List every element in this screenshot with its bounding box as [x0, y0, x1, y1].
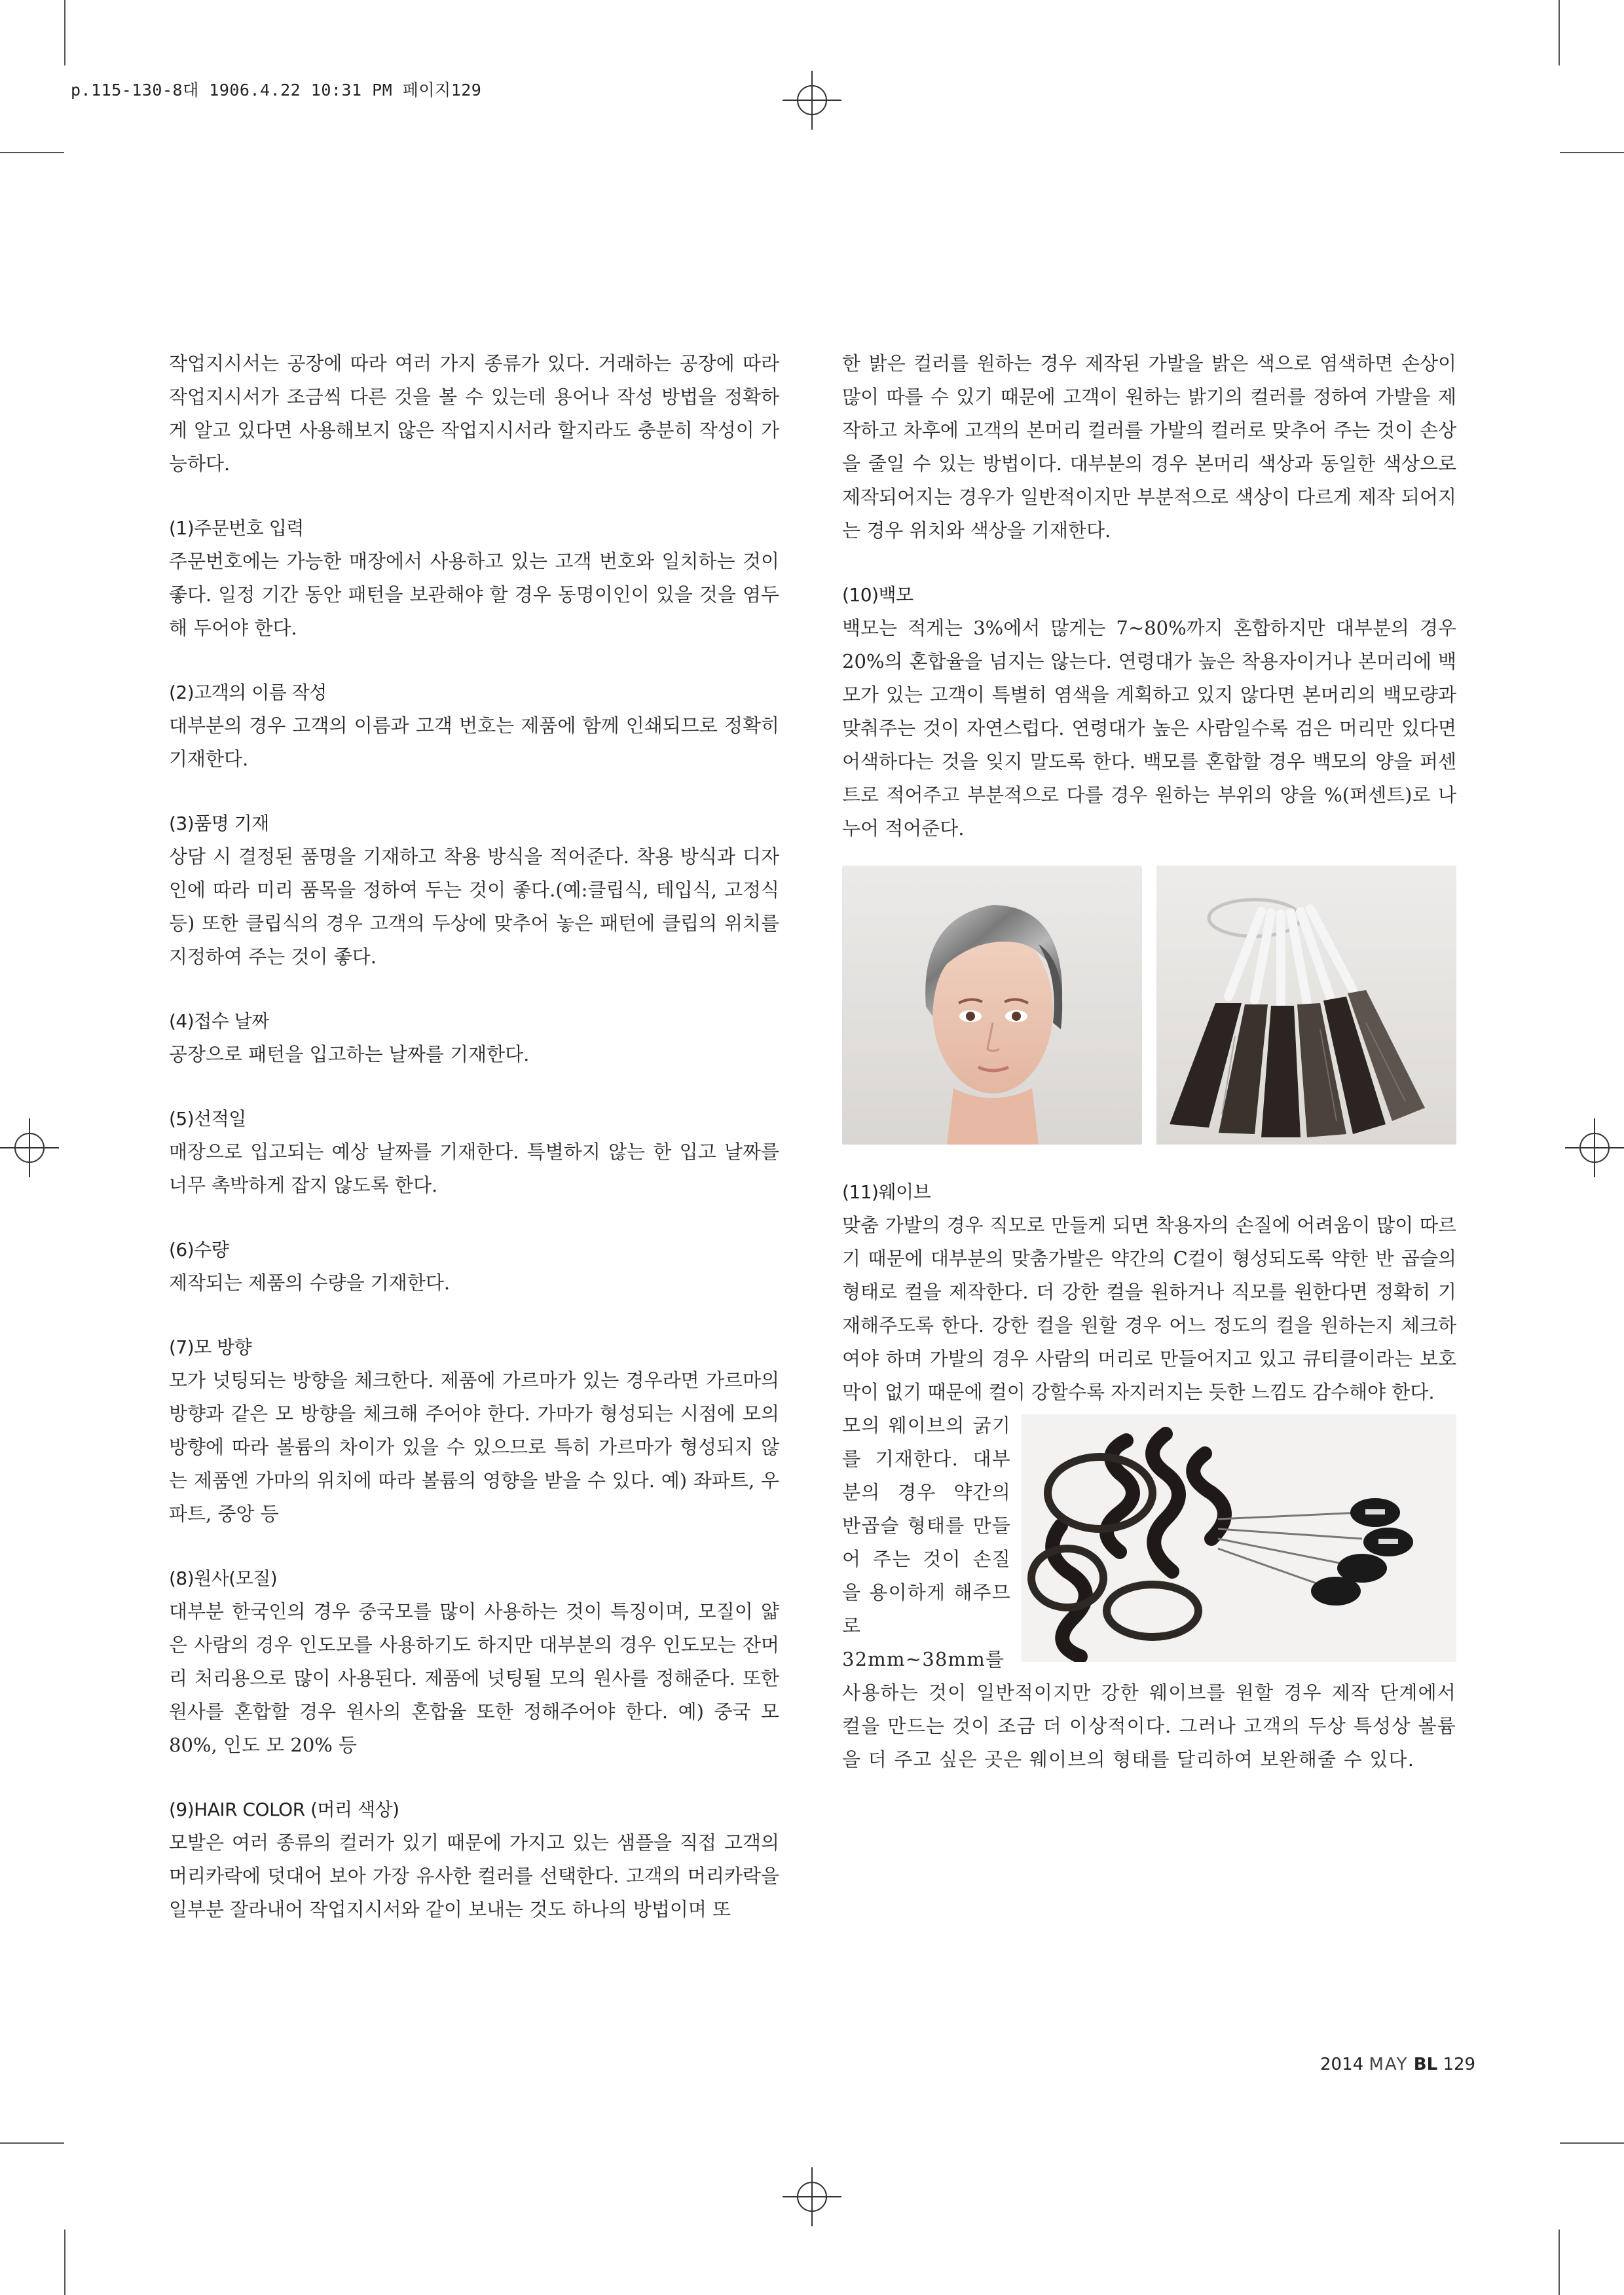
- section-hair-material: [169, 1562, 779, 1762]
- section-quantity: [169, 1233, 779, 1300]
- section-heading: (1)주문번호 입력: [169, 517, 304, 539]
- section-body: 주문번호에는 가능한 매장에서 사용하고 있는 고객 번호와 일치하는 것이 좋다. 일정 기간 동안 패턴을 보관해야 할 경우 동명이인이 있을 것을 염두 해 두어야 한다.: [169, 550, 779, 639]
- right-column: [842, 347, 1456, 1776]
- section-body: 모발은 여러 종류의 컬러가 있기 때문에 가지고 있는 샘플을 직접 고객의 머리카락에 덧대어 보아 가장 유사한 컬러를 선택한다. 고객의 머리카락을 일부분 잘라내어 작업지시서와 같이 보내는 것도 하나의 방법이며 또: [169, 1831, 779, 1920]
- crop-mark: [0, 2142, 64, 2144]
- section-body: 제작되는 제품의 수량을 기재한다.: [169, 1272, 451, 1294]
- section-heading: (2)고객의 이름 작성: [169, 682, 327, 703]
- footer-magazine: BL: [1413, 2055, 1438, 2074]
- section-shipping-date: [169, 1102, 779, 1202]
- crop-mark: [1560, 152, 1624, 153]
- section-heading: (7)모 방향: [169, 1336, 252, 1358]
- registration-mark-icon: [783, 2167, 841, 2226]
- crop-mark: [1560, 2142, 1624, 2144]
- section-product-name: [169, 807, 779, 974]
- continued-paragraph: 한 밝은 컬러를 원하는 경우 제작된 가발을 밝은 색으로 염색하면 손상이 많이 따를 수 있기 때문에 고객이 원하는 밝기의 컬러를 정하여 가발을 제작하고 차후에 고객의 본머리 컬러를 가발의 컬러로 맞추어 주는 것이 손상을 줄일 수 있는 방법이다. 대부분의 경우 본머리 색상과 동일한 색상으로 제작되어지는 경우가 일반적이지만 부분적으로 색상이 다르게 제작 되어지는 경우 위치와 색상을 기재한다.: [842, 352, 1456, 542]
- section-customer-name: [169, 676, 779, 776]
- crop-mark: [1559, 2230, 1560, 2295]
- wave-swatch-photo: [1022, 1414, 1456, 1662]
- photo-row: [842, 866, 1456, 1145]
- registration-mark-icon: [783, 71, 841, 130]
- section-heading: (6)수량: [169, 1239, 229, 1260]
- section-heading: (10)백모: [842, 584, 913, 606]
- hair-swatch-ring-photo: [1156, 866, 1456, 1145]
- crop-mark: [1559, 0, 1560, 65]
- registration-mark-icon: [1565, 1118, 1624, 1177]
- crop-mark: [0, 152, 64, 153]
- section-hair-color: [169, 1793, 779, 1926]
- section-heading: (11)웨이브: [842, 1181, 931, 1203]
- crop-mark: [64, 2230, 65, 2295]
- wave-text-with-photo: [842, 1409, 1456, 1776]
- section-heading: (3)품명 기재: [169, 813, 269, 834]
- footer-month: MAY: [1369, 2055, 1409, 2074]
- section-gray-hair: [842, 578, 1456, 845]
- section-receipt-date: [169, 1004, 779, 1071]
- section-order-number: [169, 511, 779, 645]
- section-body: 상담 시 결정된 품명을 기재하고 착용 방식을 적어준다. 착용 방식과 디자인에 따라 미리 품목을 정하여 두는 것이 좋다.(예:클립식, 테입식, 고정식등) 또한 클립식의 경우 고객의 두상에 맞추어 놓은 패턴에 클립의 위치를 지정하여 주는 것이 좋다.: [169, 845, 779, 968]
- section-heading: (8)원사(모질): [169, 1568, 278, 1589]
- section-wave: [842, 1175, 1456, 1776]
- section-body: 대부분의 경우 고객의 이름과 고객 번호는 제품에 함께 인쇄되므로 정확히 기재한다.: [169, 714, 779, 770]
- left-column: [169, 347, 779, 1926]
- mannequin-wig-photo: [842, 866, 1142, 1145]
- section-hair-direction: [169, 1331, 779, 1531]
- section-body: 맞춤 가발의 경우 직모로 만들게 되면 착용자의 손질에 어려움이 많이 따르기 때문에 대부분의 맞춤가발은 약간의 C컬이 형성되도록 약한 반 곱슬의 형태로 컬을 제작한다. 더 강한 컬을 원하거나 직모를 원한다면 정확히 기재해주도록 한다. 강한 컬을 원할 경우 어느 정도의 컬을 원하는지 체크하여야 하며 가발의 경우 사람의 머리로 만들어지고 있고 큐티클이라는 보호막이 없기 때문에 컬이 강할수록 자지러지는 듯한 느낌도 감수해야 한다.: [842, 1214, 1456, 1403]
- section-heading: (5)선적일: [169, 1108, 246, 1129]
- section-body: 백모는 적게는 3%에서 많게는 7~80%까지 혼합하지만 대부분의 경우 20%의 혼합율을 넘지는 않는다. 연령대가 높은 착용자이거나 본머리에 백모가 있는 고객이 특별히 염색을 계획하고 있지 않다면 본머리의 백모량과 맞춰주는 것이 자연스럽다. 연령대가 높은 사람일수록 검은 머리만 있다면 어색하다는 것을 잊지 말도록 한다. 백모를 혼합할 경우 백모의 양을 퍼센트로 적어주고 부분적으로 다를 경우 원하는 부위의 양을 %(퍼센트)로 나누어 적어준다.: [842, 617, 1456, 839]
- wave-thickness-paragraph: 모의 웨이브의 굵기를 기재한다. 대부분의 경우 약간의 반곱슬 형태를 만들어 주는 것이 손질을 용이하게 해주므로 32mm~38mm를 사용하는 것이 일반적이지만 강한 웨이브를 원할 경우 제작 단계에서 컬을 만드는 것이 조금 더 이상적이다. 그러나 고객의 두상 특성상 볼륨을 더 주고 싶은 곳은 웨이브의 형태를 달리하여 보완해줄 수 있다.: [842, 1414, 1456, 1771]
- page-footer: [1320, 2055, 1475, 2074]
- section-body: 공장으로 패턴을 입고하는 날짜를 기재한다.: [169, 1043, 530, 1065]
- section-heading: (9)HAIR COLOR (머리 색상): [169, 1799, 399, 1820]
- print-slug: p.115-130-8대 1906.4.22 10:31 PM 페이지129: [71, 81, 482, 100]
- intro-paragraph: 작업지시서는 공장에 따라 여러 가지 종류가 있다. 거래하는 공장에 따라 작업지시서가 조금씩 다른 것을 볼 수 있는데 용어나 작성 방법을 정확하게 알고 있다면 사용해보지 않은 작업지시서라 할지라도 충분히 작성이 가능하다.: [169, 352, 779, 475]
- section-heading: (4)접수 날짜: [169, 1010, 269, 1032]
- page-number: 129: [1443, 2055, 1476, 2074]
- section-body: 모가 넛팅되는 방향을 체크한다. 제품에 가르마가 있는 경우라면 가르마의 방향과 같은 모 방향을 체크해 주어야 한다. 가마가 형성되는 시점에 모의 방향에 따라 볼륨의 차이가 있을 수 있으므로 특히 가르마가 형성되지 않는 제품엔 가마의 위치에 따라 볼륨의 영향을 받을 수 있다. 예) 좌파트, 우 파트, 중앙 등: [169, 1369, 779, 1525]
- registration-mark-icon: [0, 1118, 59, 1177]
- footer-year: 2014: [1320, 2055, 1364, 2074]
- section-body: 매장으로 입고되는 예상 날짜를 기재한다. 특별하지 않는 한 입고 날짜를 너무 촉박하게 잡지 않도록 한다.: [169, 1141, 779, 1196]
- crop-mark: [64, 0, 65, 65]
- section-body: 대부분 한국인의 경우 중국모를 많이 사용하는 것이 특징이며, 모질이 얇은 사람의 경우 인도모를 사용하기도 하지만 대부분의 경우 인도모는 잔머리 처리용으로 많이 사용된다. 제품에 넛팅될 모의 원사를 정해준다. 또한 원사를 혼합할 경우 원사의 혼합율 또한 정해주어야 한다. 예) 중국 모 80%, 인도 모 20% 등: [169, 1600, 779, 1756]
